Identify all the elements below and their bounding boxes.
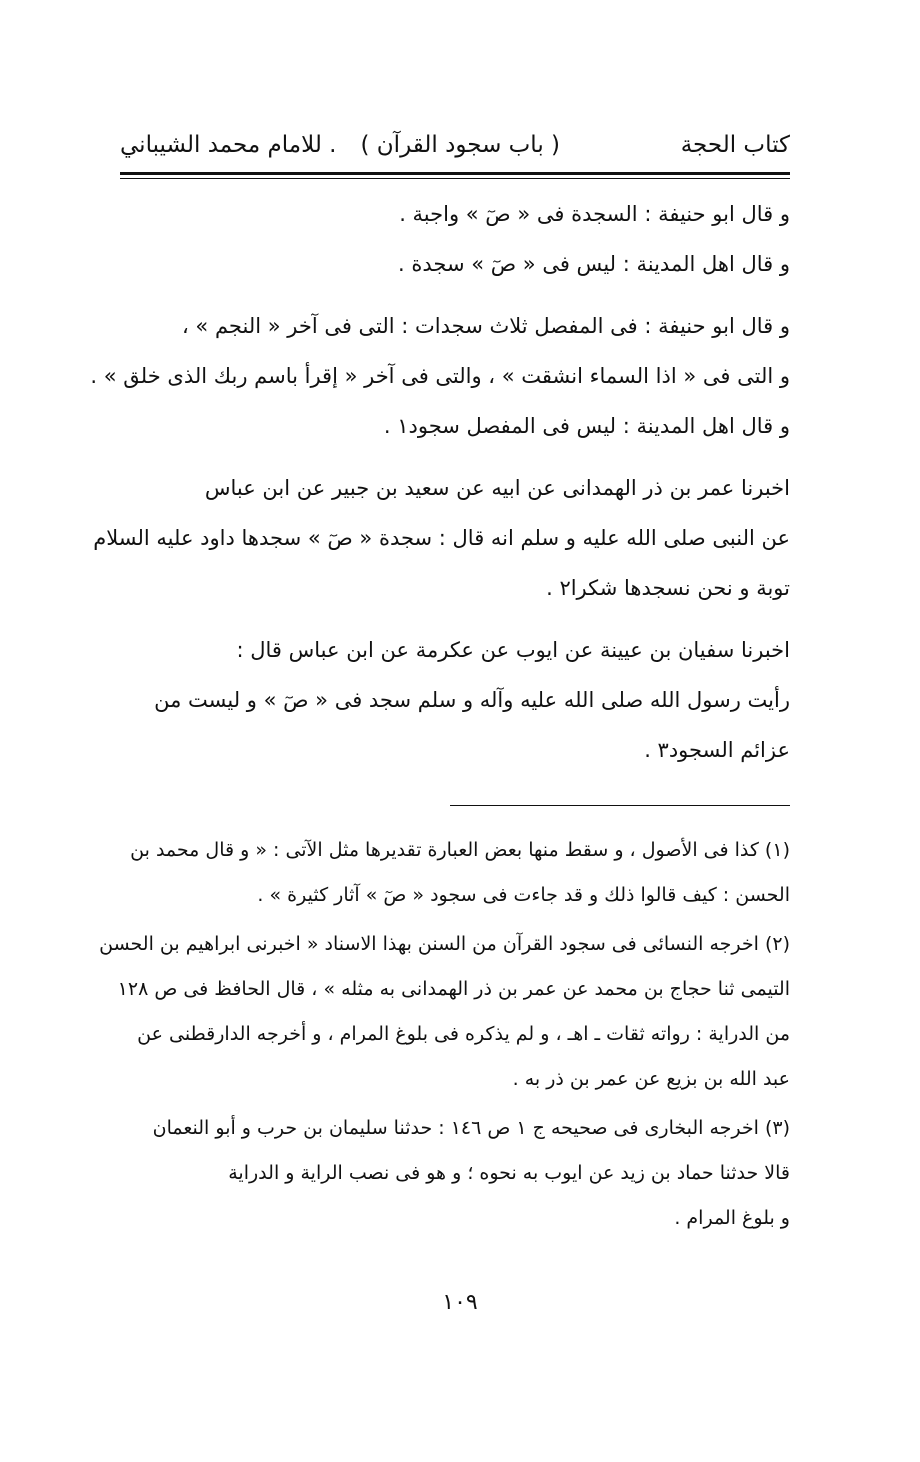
text-line: و التى فى « اذا السماء انشقت » ، والتى فى آخر « إقرأ باسم ربك الذى خلق » . <box>90 364 790 388</box>
text-line: و قال ابو حنيفة : فى المفصل ثلاث سجدات : التى فى آخر « النجم » ، <box>181 314 790 338</box>
chapter-title: ( باب سجود القرآن ) <box>360 132 560 158</box>
footnote-line: من الدراية : رواته ثقات ـ اهـ ، و لم يذكره فى بلوغ المرام ، و أخرجه الدارقطنى عن <box>137 1023 790 1045</box>
text-line: و قال ابو حنيفة : السجدة فى « صٓ » واجبة . <box>399 202 790 226</box>
book-title: كتاب الحجة <box>680 132 790 158</box>
header-rule-thin <box>120 178 790 179</box>
header-rule-thick <box>120 172 790 175</box>
text-line: توبة و نحن نسجدها شكرا٢ . <box>546 576 790 600</box>
main-text <box>90 189 790 775</box>
text-line: اخبرنا سفيان بن عيينة عن ايوب عن عكرمة عن ابن عباس قال : <box>236 638 790 662</box>
text-line: رأيت رسول الله صلى الله عليه وآله و سلم سجد فى « صٓ » و ليست من <box>154 688 790 712</box>
running-header <box>120 120 790 170</box>
footnote-line: (٣) اخرجه البخارى فى صحيحه ج ١ ص ١٤٦ : حدثنا سليمان بن حرب و أبو النعمان <box>152 1117 790 1139</box>
footnote-line: قالا حدثنا حماد بن زيد عن ايوب به نحوه ؛ و هو فى نصب الراية و الدراية <box>228 1162 790 1184</box>
author-name: . للامام محمد الشيباني <box>120 132 337 158</box>
footnote-line: (١) كذا فى الأصول ، و سقط منها بعض العبارة تقديرها مثل الآتى : « و قال محمد بن <box>130 839 790 861</box>
footnotes <box>99 828 790 1241</box>
text-line: و قال اهل المدينة : ليس فى « صٓ » سجدة . <box>398 252 790 276</box>
footnote-line: عبد الله بن بزيع عن عمر بن ذر به . <box>512 1068 790 1090</box>
text-line: عن النبى صلى الله عليه و سلم انه قال : سجدة « صٓ » سجدها داود عليه السلام <box>93 526 790 550</box>
footnote-line: الحسن : كيف قالوا ذلك و قد جاءت فى سجود « صٓ » آثار كثيرة » . <box>257 884 790 906</box>
book-page <box>90 120 790 1241</box>
text-line: اخبرنا عمر بن ذر الهمدانى عن ابيه عن سعيد بن جبير عن ابن عباس <box>204 476 790 500</box>
page-number: ١٠٩ <box>442 1290 478 1315</box>
text-line: و قال اهل المدينة : ليس فى المفصل سجود١ . <box>383 414 790 438</box>
footnote-line: و بلوغ المرام . <box>674 1207 790 1229</box>
footnote-separator <box>450 805 790 806</box>
footnote-line: التيمى ثنا حجاج بن محمد عن عمر بن ذر الهمدانى به مثله » ، قال الحافظ فى ص ١٢٨ <box>117 978 790 1000</box>
text-line: عزائم السجود٣ . <box>644 738 790 762</box>
footnote-line: (٢) اخرجه النسائى فى سجود القرآن من السنن بهذا الاسناد « اخبرنى ابراهيم بن الحسن <box>99 933 790 955</box>
